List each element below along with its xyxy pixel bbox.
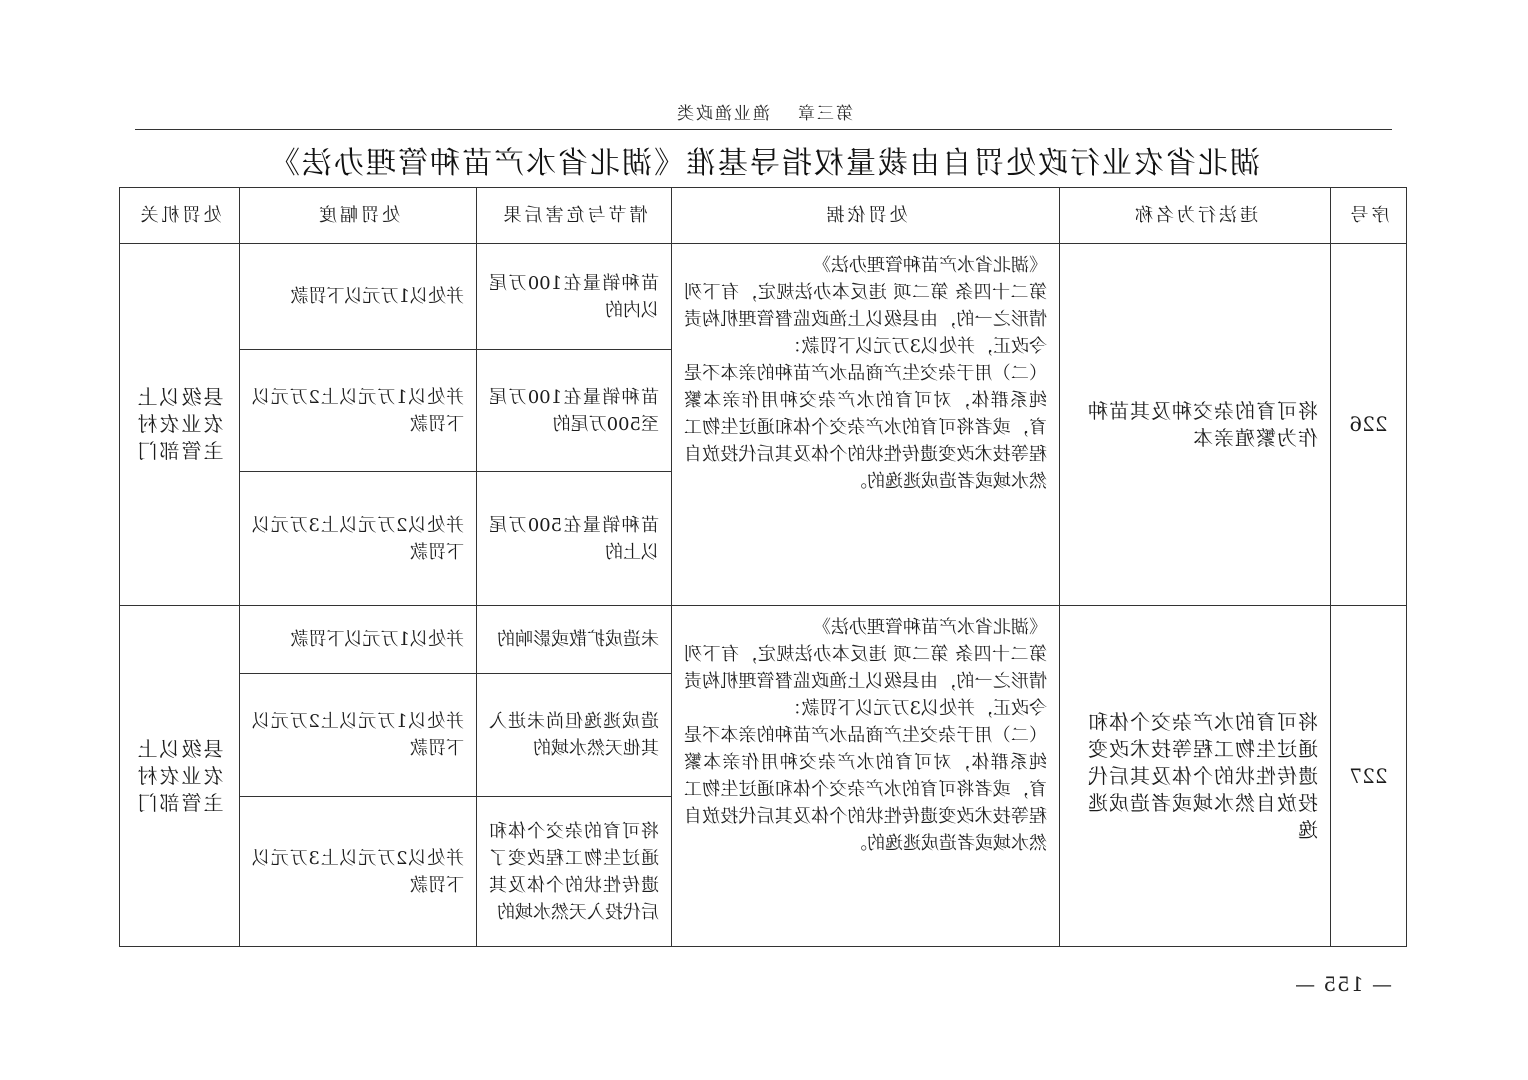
- circumstance-cell: 造成逃逸但尚未进入其他天然水域的: [477, 674, 672, 797]
- penalty-basis-cell: [672, 606, 1060, 947]
- basis-body: 第二十四条 第二项 违反本办法规定，有下列情形之一的，由县级以上渔政监督管理机构责令改正，并处以3万元以下罚款：: [684, 644, 1047, 719]
- circumstance-cell: 未造成扩散或影响的: [477, 606, 672, 674]
- seq-cell: 227: [1331, 606, 1407, 947]
- header-penalty-range: 处罚幅度: [240, 188, 477, 244]
- basis-body: 第二十四条 第二项 违反本办法规定，有下列情形之一的，由县级以上渔政监督管理机构责令改正，并处以3万元以下罚款：: [684, 282, 1047, 357]
- penalty-range-cell: 并处以1万元以下罚款: [240, 606, 477, 674]
- seq-cell: 226: [1331, 244, 1407, 606]
- authority-cell: 县级以上农业农村主管部门: [120, 244, 240, 606]
- chapter-section: 渔业渔政类: [675, 104, 770, 124]
- header-seq: 序号: [1331, 188, 1407, 244]
- authority-cell: 县级以上农业农村主管部门: [120, 606, 240, 947]
- penalty-range-cell: 并处以1万元以下罚款: [240, 244, 477, 350]
- chapter-header: [0, 99, 1528, 124]
- page-title: 湖北省农业行政处罚自由裁量权指导基准《湖北省水产苗种管理办法》: [268, 146, 1260, 181]
- penalty-table: [119, 187, 1407, 947]
- basis-title: 《湖北省水产苗种管理办法》: [813, 255, 1047, 276]
- table-header-row: [120, 188, 1407, 244]
- circumstance-cell: 苗种销量在100万尾至500万尾的: [477, 350, 672, 472]
- circumstance-cell: 苗种销量在100万尾以内的: [477, 244, 672, 350]
- violation-name-cell: 将可育的水产杂交个体和通过生物工程等技术改变遗传性状的个体及其后代投放自然水域或者造成逃逸: [1060, 606, 1331, 947]
- header-authority: 处罚机关: [120, 188, 240, 244]
- table-row: [120, 244, 1407, 350]
- penalty-range-cell: 并处以2万元以上3万元以下罚款: [240, 797, 477, 947]
- penalty-range-cell: 并处以1万元以上2万元以下罚款: [240, 674, 477, 797]
- violation-name-cell: 将可育的杂交种及其苗种作为繁殖亲本: [1060, 244, 1331, 606]
- penalty-range-cell: 并处以1万元以上2万元以下罚款: [240, 350, 477, 472]
- basis-item: （二）用于杂交生产商品水产苗种的亲本不是纯系群体，对可育的水产杂交种用作亲本繁育，或者将可育的水产杂交个体和通过生物工程等技术改变遗传性状的个体及其后代投放自然水域或者造成逃逸的。: [684, 363, 1047, 492]
- header-rule: [135, 129, 1392, 130]
- basis-title: 《湖北省水产苗种管理办法》: [813, 617, 1047, 638]
- table-row: [120, 606, 1407, 674]
- header-circumstance: 情节与危害后果: [477, 188, 672, 244]
- header-violation-name: 违法行为名称: [1060, 188, 1331, 244]
- page-number: — 155 —: [1294, 972, 1392, 996]
- circumstance-cell: 苗种销量在500万尾以上的: [477, 472, 672, 606]
- penalty-range-cell: 并处以2万元以上3万元以下罚款: [240, 472, 477, 606]
- basis-item: （二）用于杂交生产商品水产苗种的亲本不是纯系群体，对可育的水产杂交种用作亲本繁育，或者将可育的水产杂交个体和通过生物工程等技术改变遗传性状的个体及其后代投放自然水域或者造成逃逸的。: [684, 725, 1047, 854]
- chapter-number: 第三章: [796, 104, 853, 124]
- header-penalty-basis: 处罚依据: [672, 188, 1060, 244]
- penalty-basis-cell: [672, 244, 1060, 606]
- circumstance-cell: 将可育的杂交个体和通过生物工程改变了遗传性状的个体及其后代投入天然水域的: [477, 797, 672, 947]
